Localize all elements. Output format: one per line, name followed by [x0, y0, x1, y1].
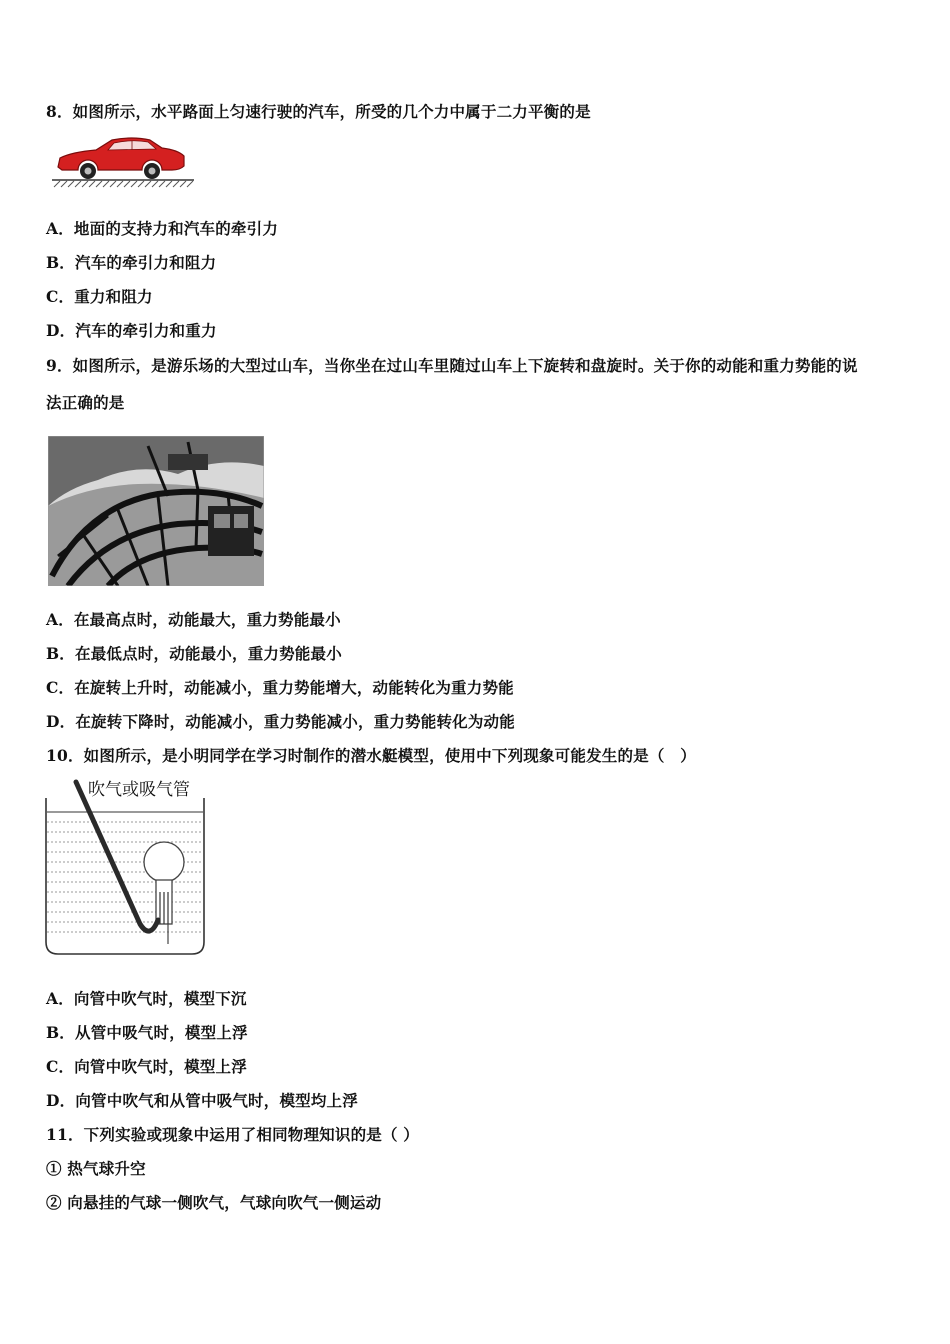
q11-stem: 11．下列实验或现象中运用了相同物理知识的是（ ） — [46, 1125, 419, 1144]
q10-stem: 10．如图所示，是小明同学在学习时制作的潜水艇模型，使用中下列现象可能发生的是（ ） — [46, 746, 696, 765]
q11-item-2: ② 向悬挂的气球一侧吹气，气球向吹气一侧运动 — [46, 1193, 382, 1212]
q8-option-b: B．汽车的牵引力和阻力 — [46, 253, 217, 272]
car-figure — [50, 134, 196, 190]
q9-option-b: B．在最低点时，动能最小，重力势能最小 — [46, 644, 342, 663]
submarine-model-figure — [42, 774, 208, 960]
q10-option-a: A．向管中吹气时，模型下沉 — [46, 989, 247, 1008]
q9-stem-line1: 9．如图所示，是游乐场的大型过山车，当你坐在过山车里随过山车上下旋转和盘旋时。关于你的动能和重力势能的说 — [46, 356, 858, 375]
q11-item-1: ① 热气球升空 — [46, 1159, 146, 1178]
q8-option-a: A．地面的支持力和汽车的牵引力 — [46, 219, 279, 238]
q10-option-b: B．从管中吸气时，模型上浮 — [46, 1023, 248, 1042]
q8-stem: 8．如图所示，水平路面上匀速行驶的汽车，所受的几个力中属于二力平衡的是 — [46, 102, 591, 121]
q9-stem-line2: 法正确的是 — [46, 393, 125, 412]
roller-coaster-photo — [48, 436, 264, 586]
q10-option-c: C．向管中吹气时，模型上浮 — [46, 1057, 247, 1076]
q9-option-d: D．在旋转下降时，动能减小，重力势能减小，重力势能转化为动能 — [46, 712, 515, 731]
q8-option-c: C．重力和阻力 — [46, 287, 153, 306]
q8-option-d: D．汽车的牵引力和重力 — [46, 321, 217, 340]
q9-option-c: C．在旋转上升时，动能减小，重力势能增大，动能转化为重力势能 — [46, 678, 514, 697]
q9-option-a: A．在最高点时，动能最大，重力势能最小 — [46, 610, 341, 629]
tube-label: 吹气或吸气管 — [88, 780, 190, 800]
q10-option-d: D．向管中吹气和从管中吸气时，模型均上浮 — [46, 1091, 358, 1110]
